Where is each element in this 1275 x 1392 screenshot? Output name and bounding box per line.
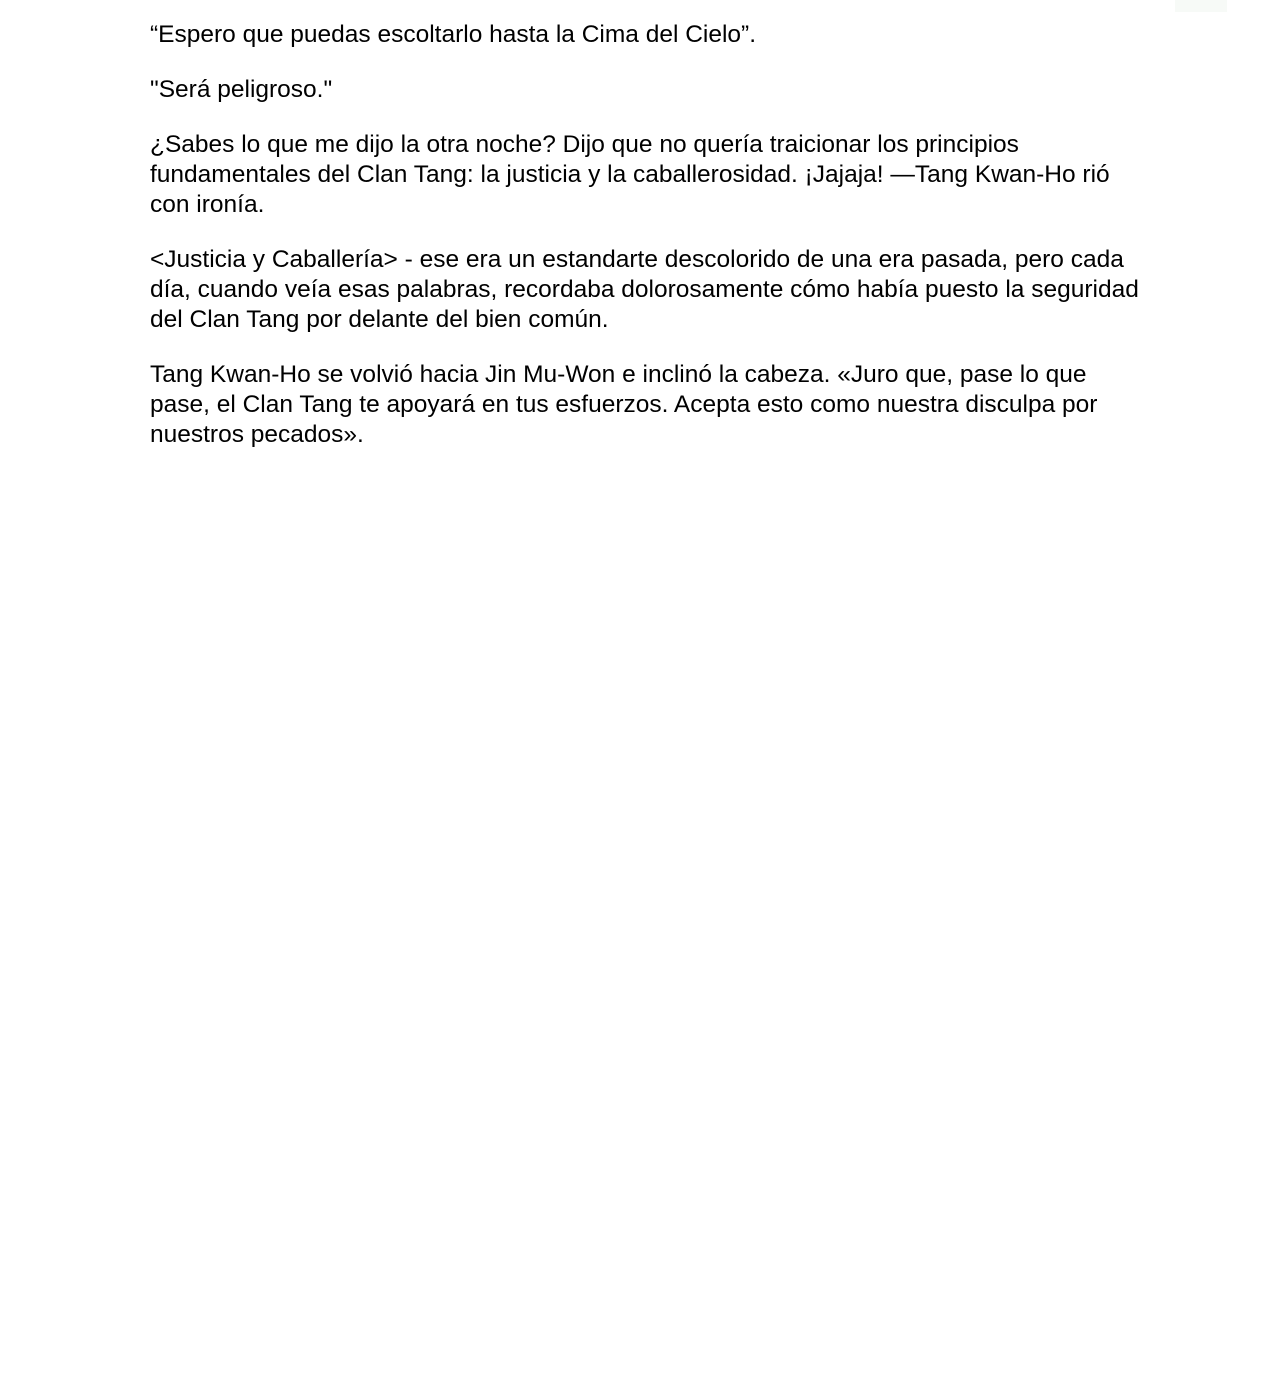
corner-mark (1175, 0, 1227, 12)
document-page (150, 20, 1140, 475)
paragraph-2: "Será peligroso." (150, 76, 333, 103)
paragraph-1: “Espero que puedas escoltarlo hasta la Cima del Cielo”. (150, 21, 757, 48)
paragraph-3: ¿Sabes lo que me dijo la otra noche? Dijo que no quería traicionar los principios fundamentales del Clan Tang: la justicia y la caballerosidad. ¡Jajaja! —Tang Kwan-Ho rió con ironía. (150, 131, 1110, 218)
paragraph-5: Tang Kwan-Ho se volvió hacia Jin Mu-Won e inclinó la cabeza. «Juro que, pase lo que pase, el Clan Tang te apoyará en tus esfuerzos. Acepta esto como nuestra disculpa por nuestros pecados». (150, 361, 1098, 448)
paragraph-4: <Justicia y Caballería> - ese era un estandarte descolorido de una era pasada, pero cada día, cuando veía esas palabras, recordaba dolorosamente cómo había puesto la seguridad del Clan Tang por delante del bien común. (150, 246, 1139, 333)
